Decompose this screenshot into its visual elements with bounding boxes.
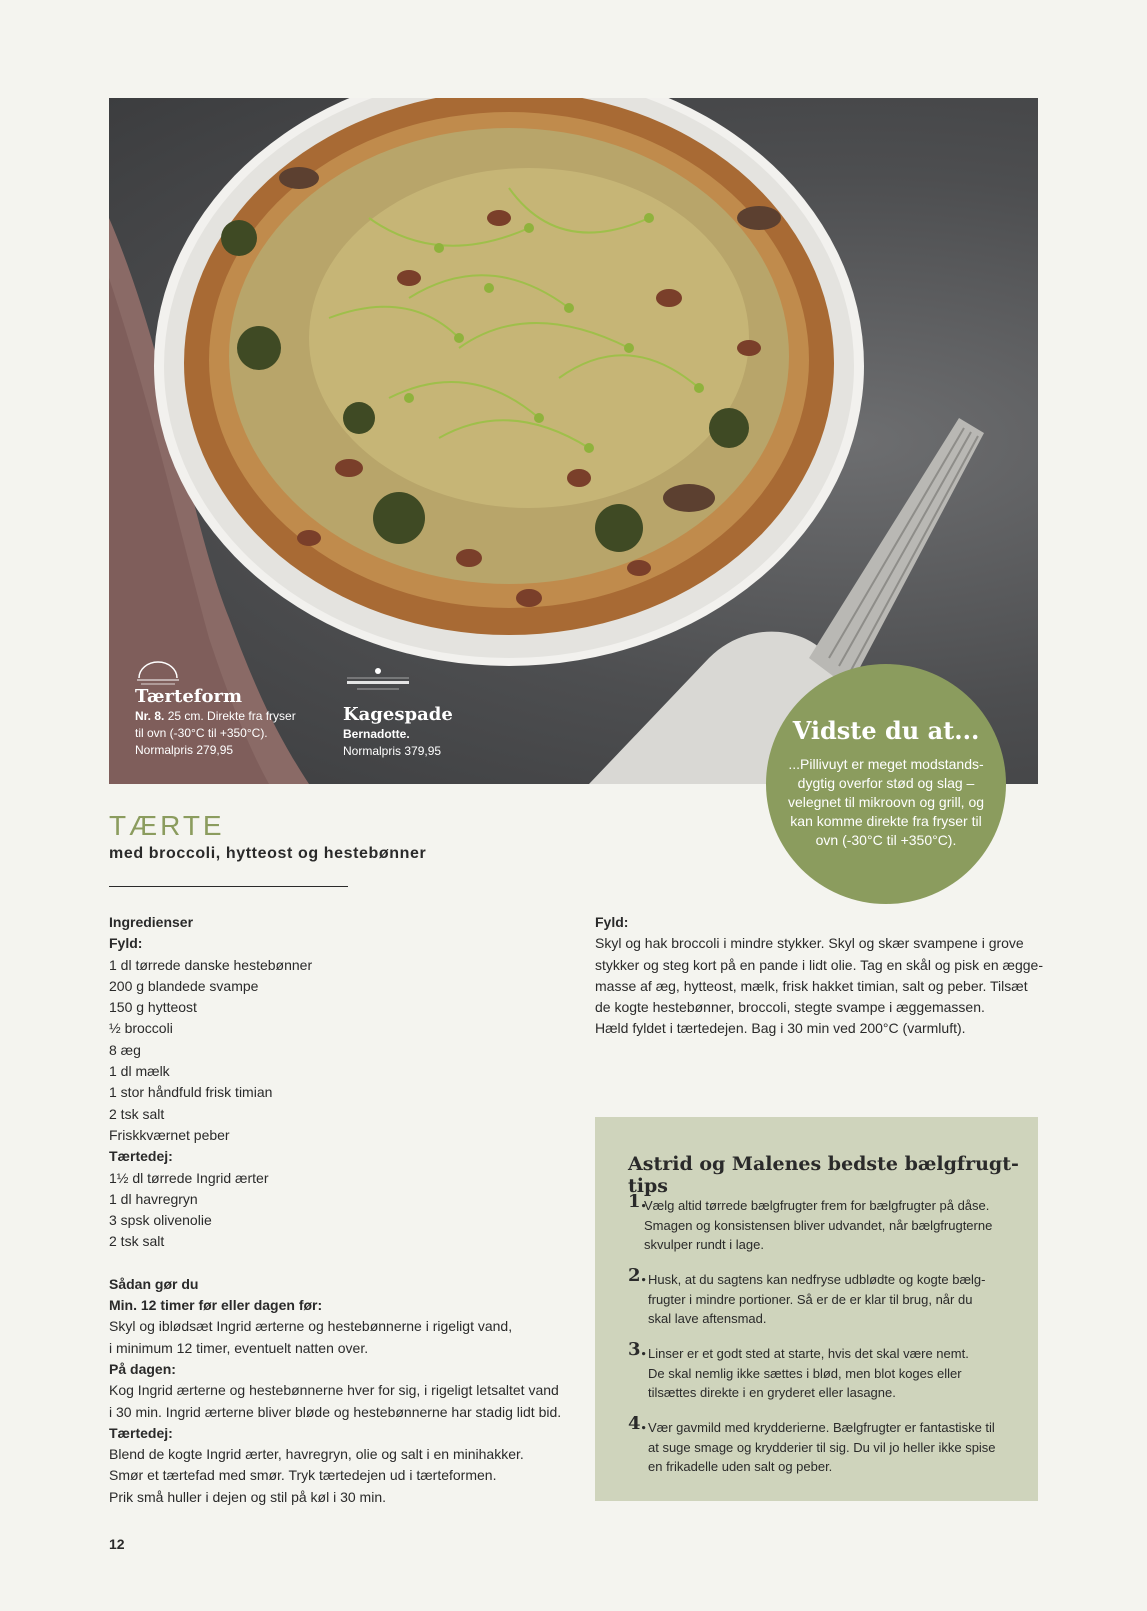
georg-jensen-logo	[343, 666, 413, 692]
ingredients-heading: Ingredienser	[109, 914, 194, 930]
tip-line: Vælg altid tørrede bælgfrugter frem for bælgfrugter på dåse.	[644, 1198, 990, 1213]
recipe-subtitle: med broccoli, hytteost og hestebønner	[109, 845, 427, 862]
tip-item	[628, 1413, 1008, 1477]
fyld-heading: Fyld:	[109, 935, 143, 952]
caption-line: Nr. 8. 25 cm. Direkte fra fryser	[135, 709, 296, 723]
caption-line: til ovn (-30°C til +350°C).	[135, 726, 268, 740]
fyld-method	[595, 912, 1045, 1040]
method-line: Kog Ingrid ærterne og hestebønnerne hver for sig, i rigeligt letsaltet vand	[109, 1382, 559, 1399]
tip-number: 2.	[628, 1265, 647, 1286]
tip-line: skvulper rundt i lage.	[644, 1237, 764, 1252]
ingredient-item: 1 dl mælk	[109, 1063, 170, 1080]
tip-line: Vær gavmild med krydderierne. Bælgfrugter er fantastiske til	[648, 1420, 995, 1435]
caption-taerteform	[135, 686, 296, 759]
ingredient-item: 3 spsk olivenolie	[109, 1212, 212, 1229]
tips-box	[595, 1117, 1038, 1501]
method-line: Skyl og hak broccoli i mindre stykker. Skyl og skær svampene i grove	[595, 935, 1024, 952]
caption-title: Kagespade	[343, 704, 453, 725]
ingredients-and-method	[109, 912, 579, 1508]
caption-price: Normalpris 379,95	[343, 744, 442, 758]
recipe-title: TÆRTE	[109, 810, 225, 841]
method-heading: Sådan gør du	[109, 1275, 199, 1292]
tip-item	[628, 1191, 1008, 1255]
tip-number: 3.	[628, 1339, 647, 1360]
step-heading: Min. 12 timer før eller dagen før:	[109, 1297, 323, 1314]
ingredient-item: Friskkværnet peber	[109, 1126, 230, 1143]
ingredient-item: 2 tsk salt	[109, 1105, 165, 1122]
tip-line: frugter i mindre portioner. Så er de er klar til brug, når du	[648, 1291, 973, 1307]
tip-line: skal lave aftensmad.	[648, 1311, 767, 1326]
ingredient-item: ½ broccoli	[109, 1020, 173, 1037]
step-heading: Tærtedej:	[109, 1424, 173, 1441]
tip-line: at suge smage og krydderier til sig. Du vil jo heller ikke spise	[648, 1439, 996, 1455]
ingredient-item: 2 tsk salt	[109, 1233, 165, 1250]
tip-item	[628, 1339, 1008, 1403]
method-line: de kogte hestebønner, broccoli, stegte svampe i æggemassen.	[595, 999, 985, 1016]
method-line: Blend de kogte Ingrid ærter, havregryn, olie og salt i en minihakker.	[109, 1446, 524, 1463]
pillivuyt-logo	[135, 658, 181, 688]
ingredient-item: 8 æg	[109, 1041, 141, 1058]
ingredient-item: 200 g blandede svampe	[109, 977, 259, 994]
caption-kagespade	[343, 704, 453, 760]
step-heading: På dagen:	[109, 1360, 176, 1377]
ingredient-item: 1 dl havregryn	[109, 1190, 198, 1207]
tip-line: Smagen og konsistensen bliver udvandet, når bælgfrugterne	[644, 1217, 993, 1233]
tip-line: Linser er et godt sted at starte, hvis det skal være nemt.	[648, 1346, 969, 1361]
tip-line: De skal nemlig ikke sættes i blød, men blot koges eller	[648, 1365, 962, 1381]
tip-line: tilsættes direkte i en gryderet eller lasagne.	[648, 1385, 896, 1400]
caption-price: Normalpris 279,95	[135, 743, 234, 757]
page-number: 12	[109, 1536, 125, 1552]
ingredient-item: 1 dl tørrede danske hestebønner	[109, 956, 313, 973]
did-you-know-bubble	[766, 664, 1006, 904]
bubble-text: ...Pillivuyt er meget modstands-dygtig overfor stød og slag – velegnet til mikroovn og grill, og kan komme direkte fra fryser til ovn (-30°C til +350°C).	[787, 756, 985, 848]
divider	[109, 886, 348, 887]
tip-item	[628, 1265, 1008, 1329]
tip-line: Husk, at du sagtens kan nedfryse udblødte og kogte bælg-	[648, 1272, 986, 1287]
method-line: i 30 min. Ingrid ærterne bliver bløde og hestebønnerne har stadig lidt bid.	[109, 1403, 562, 1420]
method-line: stykker og steg kort på en pande i lidt olie. Tag en skål og pisk en ægge-	[595, 956, 1044, 973]
caption-title: Tærteform	[135, 686, 243, 707]
tip-number: 1.	[628, 1191, 647, 1212]
tip-line: en frikadelle uden salt og peber.	[648, 1459, 833, 1474]
method-line: i minimum 12 timer, eventuelt natten over.	[109, 1339, 369, 1356]
fyld-method-heading: Fyld:	[595, 914, 629, 930]
ingredient-item: 1½ dl tørrede Ingrid ærter	[109, 1169, 269, 1186]
tips-title: Astrid og Malenes bedste bælgfrugt-tips	[628, 1153, 1019, 1197]
tip-number: 4.	[628, 1413, 647, 1434]
method-line: masse af æg, hytteost, mælk, frisk hakket timian, salt og peber. Tilsæt	[595, 977, 1028, 994]
method-line: Hæld fyldet i tærtedejen. Bag i 30 min ved 200°C (varmluft).	[595, 1020, 966, 1037]
method-line: Smør et tærtefad med smør. Tryk tærtedejen ud i tærteformen.	[109, 1467, 497, 1484]
caption-line: Bernadotte.	[343, 727, 410, 741]
dej-heading: Tærtedej:	[109, 1148, 173, 1165]
ingredient-item: 1 stor håndfuld frisk timian	[109, 1084, 273, 1101]
method-line: Skyl og iblødsæt Ingrid ærterne og hestebønnerne i rigeligt vand,	[109, 1318, 513, 1335]
method-line: Prik små huller i dejen og stil på køl i 30 min.	[109, 1488, 386, 1505]
ingredient-item: 150 g hytteost	[109, 999, 197, 1016]
bubble-title: Vidste du at...	[792, 716, 980, 745]
